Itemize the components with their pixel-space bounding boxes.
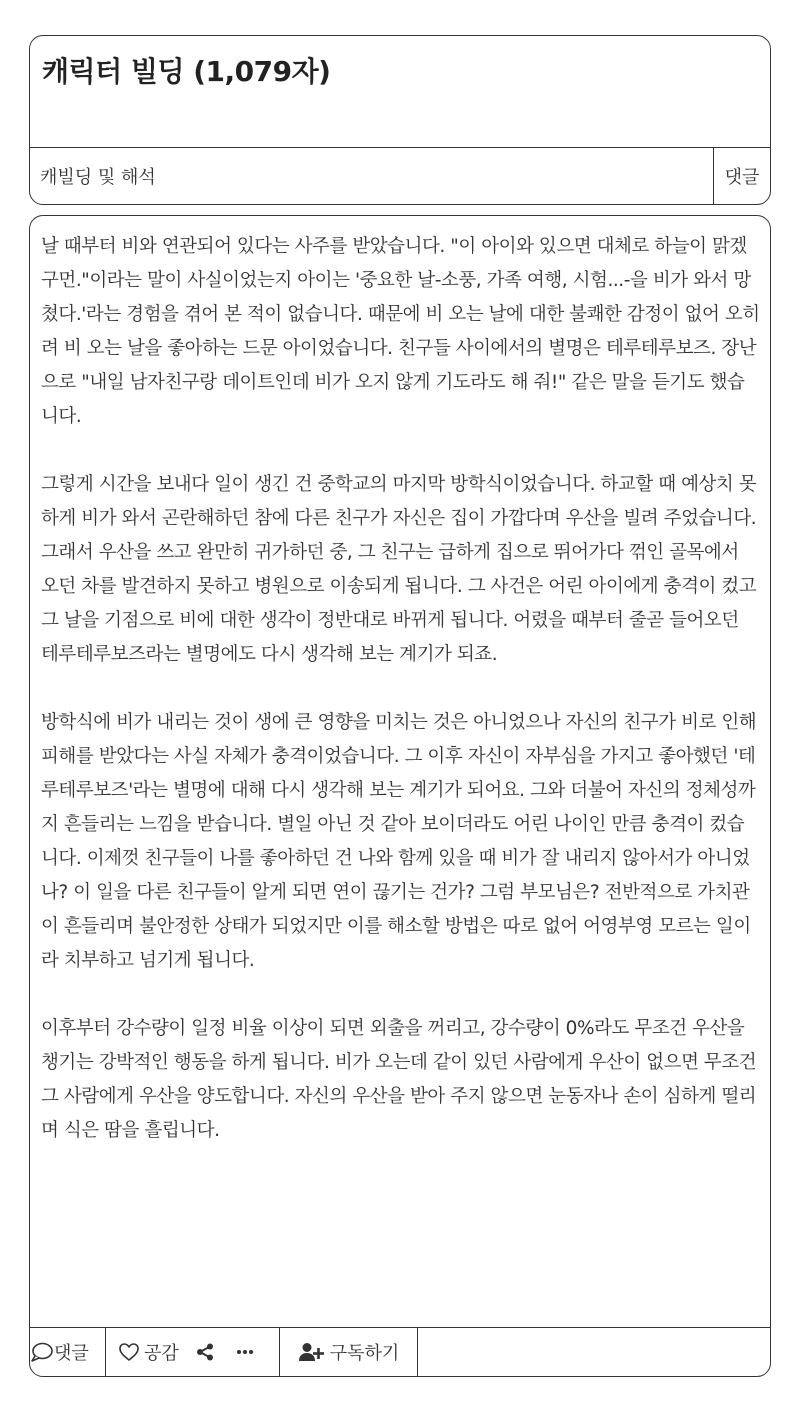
paragraph: 이후부터 강수량이 일정 비율 이상이 되면 외출을 꺼리고, 강수량이 0%라도 무조건 우산을 챙기는 강박적인 행동을 하게 됩니다. 비가 오는데 같이 있던 사람에게 우산이 없으면 무조건 그 사람에게 우산을 양도합니다. 자신의 우산을 받아 주지 않으면 눈동자나 손이 심하게 떨리며 식은 땀을 흘립니다.	[41, 1018, 757, 1141]
like-button[interactable]	[118, 1339, 179, 1365]
post-body	[41, 230, 761, 1148]
comment-button[interactable]	[30, 1328, 106, 1376]
more-dots-icon[interactable]	[235, 1342, 255, 1362]
comment-link[interactable]: 댓글	[713, 148, 770, 204]
paragraph: 그렇게 시간을 보내다 일이 생긴 건 중학교의 마지막 방학식이었습니다. 하교할 때 예상치 못하게 비가 와서 곤란해하던 참에 다른 친구가 자신은 집이 가깝다며 우산을 빌려 주었습니다. 그래서 우산을 쓰고 완만히 귀가하던 중, 그 친구는 급하게 집으로 뛰어가다 꺾인 골목에서 오던 차를 발견하지 못하고 병원으로 이송되게 됩니다. 그 사건은 어린 아이에게 충격이 컸고 그 날을 기점으로 비에 대한 생각이 정반대로 바뀌게 됩니다. 어렸을 때부터 줄곧 들어오던 테루테루보즈라는 별명에도 다시 생각해 보는 계기가 되죠.	[41, 474, 757, 665]
category-link[interactable]: 캐빌딩 및 해석	[40, 167, 156, 188]
comment-button-label: 댓글	[54, 1343, 89, 1364]
subscribe-button-label: 구독하기	[329, 1343, 400, 1364]
post-meta-bar	[30, 147, 770, 204]
paragraph-spacer	[41, 434, 761, 468]
like-button-label: 공감	[144, 1343, 179, 1364]
reaction-group	[106, 1328, 280, 1376]
speech-bubble-icon	[30, 1341, 54, 1363]
heart-outline-icon	[118, 1342, 140, 1362]
post-title: 캐릭터 빌딩 (1,079자)	[42, 55, 331, 88]
subscribe-button[interactable]	[280, 1328, 418, 1376]
paragraph-spacer	[41, 672, 761, 706]
paragraph: 날 때부터 비와 연관되어 있다는 사주를 받았습니다. "이 아이와 있으면 대체로 하늘이 맑겠구먼."이라는 말이 사실이었는지 아이는 '중요한 날-소풍, 가족 여행, 시험...-을 비가 와서 망쳤다.'라는 경험을 겪어 본 적이 없습니다. 때문에 비 오는 날에 대한 불쾌한 감정이 없어 오히려 비 오는 날을 좋아하는 드문 아이었습니다. 친구들 사이에서의 별명은 테루테루보즈. 장난으로 "내일 남자친구랑 데이트인데 비가 오지 않게 기도라도 해 줘!" 같은 말을 듣기도 했습니다.	[41, 236, 760, 427]
post-content	[29, 215, 771, 1377]
paragraph-spacer	[41, 978, 761, 1012]
post-header	[29, 35, 771, 205]
user-plus-icon	[298, 1342, 324, 1362]
action-bar	[30, 1327, 770, 1376]
paragraph: 방학식에 비가 내리는 것이 생에 큰 영향을 미치는 것은 아니었으나 자신의 친구가 비로 인해 피해를 받았다는 사실 자체가 충격이었습니다. 그 이후 자신이 자부심을 가지고 좋아했던 '테루테루보즈'라는 별명에 대해 다시 생각해 보는 계기가 되어요. 그와 더불어 자신의 정체성까지 흔들리는 느낌을 받습니다. 별일 아닌 것 같아 보이더라도 어린 나이인 만큼 충격이 컸습니다. 이제껏 친구들이 나를 좋아하던 건 나와 함께 있을 때 비가 잘 내리지 않아서가 아니었나? 이 일을 다른 친구들이 알게 되면 연이 끊기는 건가? 그럼 부모님은? 전반적으로 가치관이 흔들리며 불안정한 상태가 되었지만 이를 해소할 방법은 따로 없어 어영부영 모르는 일이라 치부하고 넘기게 됩니다.	[41, 712, 757, 971]
share-icon[interactable]	[195, 1342, 215, 1362]
